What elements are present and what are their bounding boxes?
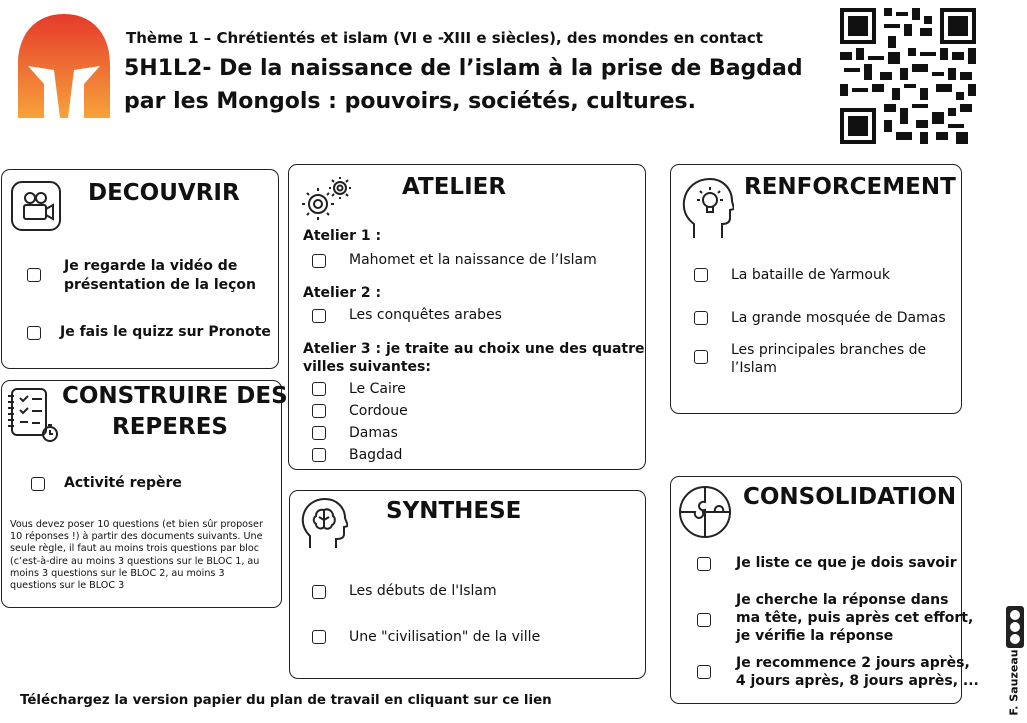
author-name: F. Sauzeau — [1007, 649, 1021, 716]
checkbox-damas[interactable] — [312, 426, 326, 440]
atelier3-heading-line1: Atelier 3 : je traite au choix une des quatre — [303, 341, 645, 357]
item-liste: Je liste ce que je dois savoir — [736, 555, 957, 571]
lesson-title-line1: 5H1L2- De la naissance de l’islam à la prise de Bagdad — [124, 56, 803, 81]
item-damas: Damas — [349, 425, 398, 441]
construire-note — [10, 519, 278, 592]
item-branches-line2: l’Islam — [731, 360, 777, 376]
consolidation-title: CONSOLIDATION — [743, 484, 957, 510]
checkbox-conquetes[interactable] — [312, 309, 326, 323]
item-recommence-line1: Je recommence 2 jours après, — [736, 655, 970, 671]
checkbox-recommence[interactable] — [697, 665, 711, 679]
item-debuts-islam: Les débuts de l'Islam — [349, 583, 497, 599]
helmet-logo — [14, 12, 114, 124]
item-mahomet: Mahomet et la naissance de l’Islam — [349, 252, 597, 268]
atelier3-heading-line2: villes suivantes: — [303, 359, 431, 375]
item-cherche-line1: Je cherche la réponse dans — [736, 592, 949, 608]
checkbox-cordoue[interactable] — [312, 404, 326, 418]
note-line: Vous devez poser 10 questions (et bien sûr proposer — [10, 519, 263, 530]
item-conquetes: Les conquêtes arabes — [349, 307, 502, 323]
gears-icon — [300, 176, 356, 220]
puzzle-circle-icon — [677, 484, 733, 540]
atelier-title: ATELIER — [402, 174, 507, 200]
item-bagdad: Bagdad — [349, 447, 403, 463]
checkbox-branches[interactable] — [694, 350, 708, 364]
checkbox-quizz[interactable] — [27, 326, 41, 340]
item-civilisation: Une "civilisation" de la ville — [349, 629, 541, 645]
checkbox-mosquee[interactable] — [694, 311, 708, 325]
item-yarmouk: La bataille de Yarmouk — [731, 267, 890, 283]
qr-code[interactable] — [840, 8, 976, 144]
item-video-line1: Je regarde la vidéo de — [64, 258, 238, 274]
item-cherche-line3: je vérifie la réponse — [736, 628, 894, 644]
item-branches-line1: Les principales branches de — [731, 342, 927, 358]
checkbox-civilisation[interactable] — [312, 630, 326, 644]
item-cherche-line2: ma tête, puis après cet effort, — [736, 610, 974, 626]
note-line: (c’est-à-dire au moins 3 questions sur le BLOC 1, au — [10, 555, 260, 567]
item-quizz: Je fais le quizz sur Pronote — [60, 324, 271, 340]
item-activite-repere: Activité repère — [64, 475, 182, 491]
checkbox-yarmouk[interactable] — [694, 268, 708, 282]
author-credit — [1004, 606, 1024, 716]
checkbox-liste[interactable] — [697, 557, 711, 571]
note-line: 10 réponses !) à partir des documents suivants. Une — [10, 531, 263, 543]
decouvrir-title: DECOUVRIR — [88, 180, 240, 206]
download-link[interactable]: Téléchargez la version papier du plan de travail en cliquant sur ce lien — [20, 693, 552, 708]
head-brain-icon — [300, 496, 348, 552]
synthese-title: SYNTHESE — [386, 498, 522, 524]
note-line: moins 3 questions sur le BLOC 2, au moins 3 — [10, 567, 225, 579]
atelier1-heading: Atelier 1 : — [303, 228, 382, 244]
video-camera-icon — [10, 180, 62, 232]
checkbox-video[interactable] — [27, 268, 41, 282]
checkbox-le-caire[interactable] — [312, 382, 326, 396]
checkbox-debuts-islam[interactable] — [312, 585, 326, 599]
item-recommence-line2: 4 jours après, 8 jours après, ... — [731, 673, 979, 689]
item-mosquee: La grande mosquée de Damas — [731, 310, 946, 326]
item-cordoue: Cordoue — [349, 403, 408, 419]
checkbox-activite-repere[interactable] — [31, 477, 45, 491]
checkbox-cherche[interactable] — [697, 613, 711, 627]
construire-title-line1: CONSTRUIRE DES — [62, 383, 288, 409]
construire-title-line2: REPERES — [112, 414, 228, 440]
renforcement-title: RENFORCEMENT — [744, 174, 956, 200]
checkbox-mahomet[interactable] — [312, 254, 326, 268]
atelier2-heading: Atelier 2 : — [303, 285, 382, 301]
note-line: questions sur le BLOC 3 — [10, 580, 125, 592]
checklist-timer-icon — [6, 386, 60, 444]
item-le-caire: Le Caire — [349, 381, 406, 397]
checkbox-bagdad[interactable] — [312, 448, 326, 462]
lesson-title-line2: par les Mongols : pouvoirs, sociétés, cultures. — [124, 89, 696, 114]
note-line: seule règle, il faut au moins trois questions par bloc — [10, 543, 259, 555]
theme-heading: Thème 1 – Chrétientés et islam (VI e -XIII e siècles), des mondes en contact — [126, 29, 763, 47]
head-lightbulb-icon — [680, 176, 734, 240]
item-video-line2: présentation de la leçon — [64, 277, 256, 293]
